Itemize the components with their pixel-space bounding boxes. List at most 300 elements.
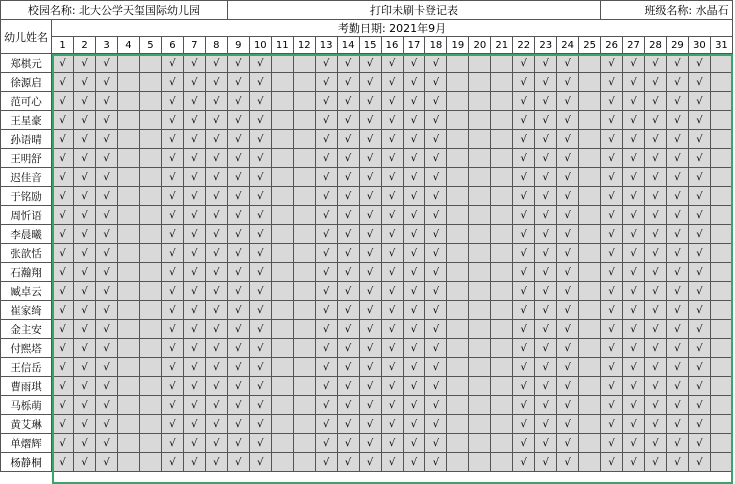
attendance-check-cell[interactable]: √ bbox=[645, 54, 667, 73]
attendance-check-cell[interactable]: √ bbox=[557, 111, 579, 130]
attendance-check-cell[interactable]: √ bbox=[601, 73, 623, 92]
child-name[interactable]: 曹雨琪 bbox=[1, 377, 52, 396]
attendance-check-cell[interactable]: √ bbox=[74, 149, 96, 168]
day-header-24[interactable]: 24 bbox=[557, 37, 579, 54]
attendance-check-cell[interactable]: √ bbox=[601, 282, 623, 301]
attendance-check-cell[interactable]: √ bbox=[535, 225, 557, 244]
attendance-check-cell[interactable]: √ bbox=[74, 396, 96, 415]
attendance-check-cell[interactable]: √ bbox=[557, 187, 579, 206]
attendance-check-cell[interactable]: √ bbox=[425, 244, 447, 263]
attendance-check-cell[interactable]: √ bbox=[161, 263, 183, 282]
day-header-12[interactable]: 12 bbox=[293, 37, 315, 54]
attendance-check-cell[interactable]: √ bbox=[249, 187, 271, 206]
attendance-empty-cell[interactable] bbox=[447, 225, 469, 244]
attendance-empty-cell[interactable] bbox=[271, 377, 293, 396]
attendance-check-cell[interactable]: √ bbox=[249, 339, 271, 358]
attendance-check-cell[interactable]: √ bbox=[74, 263, 96, 282]
attendance-check-cell[interactable]: √ bbox=[666, 358, 688, 377]
attendance-check-cell[interactable]: √ bbox=[645, 415, 667, 434]
attendance-check-cell[interactable]: √ bbox=[337, 415, 359, 434]
attendance-empty-cell[interactable] bbox=[710, 244, 732, 263]
attendance-check-cell[interactable]: √ bbox=[601, 111, 623, 130]
attendance-check-cell[interactable]: √ bbox=[249, 415, 271, 434]
child-name[interactable]: 迟佳音 bbox=[1, 168, 52, 187]
attendance-check-cell[interactable]: √ bbox=[623, 377, 645, 396]
attendance-empty-cell[interactable] bbox=[710, 282, 732, 301]
attendance-check-cell[interactable]: √ bbox=[337, 225, 359, 244]
attendance-empty-cell[interactable] bbox=[469, 377, 491, 396]
attendance-check-cell[interactable]: √ bbox=[557, 282, 579, 301]
attendance-empty-cell[interactable] bbox=[139, 168, 161, 187]
attendance-check-cell[interactable]: √ bbox=[403, 130, 425, 149]
attendance-check-cell[interactable]: √ bbox=[183, 377, 205, 396]
attendance-check-cell[interactable]: √ bbox=[601, 358, 623, 377]
attendance-check-cell[interactable]: √ bbox=[623, 282, 645, 301]
attendance-check-cell[interactable]: √ bbox=[425, 73, 447, 92]
child-name[interactable]: 李晨曦 bbox=[1, 225, 52, 244]
attendance-check-cell[interactable]: √ bbox=[183, 263, 205, 282]
attendance-check-cell[interactable]: √ bbox=[205, 73, 227, 92]
attendance-check-cell[interactable]: √ bbox=[359, 225, 381, 244]
class-cell[interactable] bbox=[601, 1, 733, 20]
attendance-check-cell[interactable]: √ bbox=[623, 301, 645, 320]
attendance-check-cell[interactable]: √ bbox=[381, 282, 403, 301]
attendance-empty-cell[interactable] bbox=[139, 434, 161, 453]
attendance-check-cell[interactable]: √ bbox=[205, 434, 227, 453]
day-header-7[interactable]: 7 bbox=[183, 37, 205, 54]
attendance-empty-cell[interactable] bbox=[271, 301, 293, 320]
attendance-check-cell[interactable]: √ bbox=[359, 130, 381, 149]
attendance-empty-cell[interactable] bbox=[447, 206, 469, 225]
attendance-empty-cell[interactable] bbox=[579, 358, 601, 377]
attendance-check-cell[interactable]: √ bbox=[52, 415, 74, 434]
attendance-check-cell[interactable]: √ bbox=[161, 244, 183, 263]
attendance-check-cell[interactable]: √ bbox=[513, 149, 535, 168]
day-header-3[interactable]: 3 bbox=[96, 37, 118, 54]
attendance-check-cell[interactable]: √ bbox=[161, 434, 183, 453]
attendance-empty-cell[interactable] bbox=[491, 73, 513, 92]
day-header-28[interactable]: 28 bbox=[645, 37, 667, 54]
attendance-empty-cell[interactable] bbox=[491, 301, 513, 320]
attendance-empty-cell[interactable] bbox=[579, 225, 601, 244]
attendance-check-cell[interactable]: √ bbox=[205, 263, 227, 282]
attendance-check-cell[interactable]: √ bbox=[666, 263, 688, 282]
attendance-empty-cell[interactable] bbox=[271, 187, 293, 206]
attendance-check-cell[interactable]: √ bbox=[52, 453, 74, 472]
attendance-check-cell[interactable]: √ bbox=[666, 187, 688, 206]
attendance-check-cell[interactable]: √ bbox=[601, 187, 623, 206]
attendance-check-cell[interactable]: √ bbox=[557, 339, 579, 358]
attendance-check-cell[interactable]: √ bbox=[74, 73, 96, 92]
attendance-check-cell[interactable]: √ bbox=[161, 130, 183, 149]
attendance-empty-cell[interactable] bbox=[469, 54, 491, 73]
attendance-empty-cell[interactable] bbox=[139, 358, 161, 377]
attendance-empty-cell[interactable] bbox=[118, 73, 140, 92]
attendance-check-cell[interactable]: √ bbox=[666, 282, 688, 301]
attendance-empty-cell[interactable] bbox=[491, 187, 513, 206]
attendance-check-cell[interactable]: √ bbox=[359, 168, 381, 187]
attendance-check-cell[interactable]: √ bbox=[183, 396, 205, 415]
attendance-check-cell[interactable]: √ bbox=[513, 130, 535, 149]
attendance-empty-cell[interactable] bbox=[710, 434, 732, 453]
attendance-check-cell[interactable]: √ bbox=[403, 244, 425, 263]
attendance-empty-cell[interactable] bbox=[118, 92, 140, 111]
attendance-empty-cell[interactable] bbox=[469, 111, 491, 130]
day-header-31[interactable]: 31 bbox=[710, 37, 732, 54]
attendance-check-cell[interactable]: √ bbox=[688, 453, 710, 472]
attendance-check-cell[interactable]: √ bbox=[601, 206, 623, 225]
attendance-check-cell[interactable]: √ bbox=[205, 415, 227, 434]
attendance-check-cell[interactable]: √ bbox=[183, 54, 205, 73]
attendance-empty-cell[interactable] bbox=[293, 301, 315, 320]
attendance-empty-cell[interactable] bbox=[118, 415, 140, 434]
attendance-check-cell[interactable]: √ bbox=[205, 130, 227, 149]
attendance-check-cell[interactable]: √ bbox=[513, 434, 535, 453]
attendance-empty-cell[interactable] bbox=[447, 415, 469, 434]
attendance-empty-cell[interactable] bbox=[469, 244, 491, 263]
attendance-check-cell[interactable]: √ bbox=[688, 206, 710, 225]
attendance-check-cell[interactable]: √ bbox=[337, 149, 359, 168]
attendance-check-cell[interactable]: √ bbox=[161, 111, 183, 130]
attendance-empty-cell[interactable] bbox=[491, 339, 513, 358]
attendance-check-cell[interactable]: √ bbox=[315, 92, 337, 111]
attendance-empty-cell[interactable] bbox=[491, 377, 513, 396]
attendance-check-cell[interactable]: √ bbox=[513, 73, 535, 92]
attendance-check-cell[interactable]: √ bbox=[513, 453, 535, 472]
child-name[interactable]: 臧卓云 bbox=[1, 282, 52, 301]
attendance-check-cell[interactable]: √ bbox=[74, 168, 96, 187]
attendance-check-cell[interactable]: √ bbox=[249, 92, 271, 111]
attendance-check-cell[interactable]: √ bbox=[74, 111, 96, 130]
attendance-check-cell[interactable]: √ bbox=[337, 301, 359, 320]
attendance-check-cell[interactable]: √ bbox=[52, 396, 74, 415]
attendance-check-cell[interactable]: √ bbox=[249, 263, 271, 282]
attendance-check-cell[interactable]: √ bbox=[315, 244, 337, 263]
attendance-check-cell[interactable]: √ bbox=[96, 130, 118, 149]
attendance-empty-cell[interactable] bbox=[447, 168, 469, 187]
attendance-empty-cell[interactable] bbox=[271, 92, 293, 111]
attendance-empty-cell[interactable] bbox=[139, 130, 161, 149]
attendance-check-cell[interactable]: √ bbox=[601, 301, 623, 320]
attendance-empty-cell[interactable] bbox=[469, 434, 491, 453]
attendance-check-cell[interactable]: √ bbox=[403, 320, 425, 339]
attendance-empty-cell[interactable] bbox=[447, 73, 469, 92]
attendance-check-cell[interactable]: √ bbox=[74, 339, 96, 358]
attendance-check-cell[interactable]: √ bbox=[645, 187, 667, 206]
attendance-check-cell[interactable]: √ bbox=[425, 453, 447, 472]
attendance-check-cell[interactable]: √ bbox=[403, 187, 425, 206]
attendance-check-cell[interactable]: √ bbox=[74, 434, 96, 453]
attendance-check-cell[interactable]: √ bbox=[74, 415, 96, 434]
attendance-check-cell[interactable]: √ bbox=[381, 434, 403, 453]
attendance-empty-cell[interactable] bbox=[118, 320, 140, 339]
attendance-check-cell[interactable]: √ bbox=[52, 206, 74, 225]
child-name[interactable]: 王信岳 bbox=[1, 358, 52, 377]
attendance-check-cell[interactable]: √ bbox=[425, 396, 447, 415]
attendance-check-cell[interactable]: √ bbox=[601, 453, 623, 472]
attendance-check-cell[interactable]: √ bbox=[52, 263, 74, 282]
attendance-empty-cell[interactable] bbox=[139, 453, 161, 472]
attendance-empty-cell[interactable] bbox=[579, 320, 601, 339]
attendance-empty-cell[interactable] bbox=[579, 149, 601, 168]
attendance-check-cell[interactable]: √ bbox=[535, 206, 557, 225]
attendance-check-cell[interactable]: √ bbox=[535, 396, 557, 415]
attendance-check-cell[interactable]: √ bbox=[74, 282, 96, 301]
attendance-check-cell[interactable]: √ bbox=[359, 396, 381, 415]
child-name[interactable]: 金主安 bbox=[1, 320, 52, 339]
attendance-check-cell[interactable]: √ bbox=[359, 73, 381, 92]
name-column-header[interactable]: 幼儿姓名 bbox=[1, 20, 52, 54]
attendance-check-cell[interactable]: √ bbox=[183, 168, 205, 187]
attendance-check-cell[interactable]: √ bbox=[513, 377, 535, 396]
attendance-check-cell[interactable]: √ bbox=[557, 301, 579, 320]
attendance-check-cell[interactable]: √ bbox=[315, 453, 337, 472]
attendance-check-cell[interactable]: √ bbox=[425, 225, 447, 244]
attendance-check-cell[interactable]: √ bbox=[205, 282, 227, 301]
attendance-empty-cell[interactable] bbox=[139, 54, 161, 73]
attendance-check-cell[interactable]: √ bbox=[96, 377, 118, 396]
attendance-check-cell[interactable]: √ bbox=[249, 130, 271, 149]
attendance-empty-cell[interactable] bbox=[579, 453, 601, 472]
attendance-check-cell[interactable]: √ bbox=[513, 244, 535, 263]
attendance-check-cell[interactable]: √ bbox=[645, 168, 667, 187]
attendance-check-cell[interactable]: √ bbox=[205, 168, 227, 187]
attendance-empty-cell[interactable] bbox=[118, 377, 140, 396]
attendance-check-cell[interactable]: √ bbox=[381, 168, 403, 187]
attendance-check-cell[interactable]: √ bbox=[688, 111, 710, 130]
attendance-check-cell[interactable]: √ bbox=[337, 320, 359, 339]
attendance-empty-cell[interactable] bbox=[710, 263, 732, 282]
attendance-empty-cell[interactable] bbox=[491, 130, 513, 149]
attendance-empty-cell[interactable] bbox=[293, 320, 315, 339]
attendance-empty-cell[interactable] bbox=[139, 320, 161, 339]
attendance-check-cell[interactable]: √ bbox=[535, 54, 557, 73]
attendance-empty-cell[interactable] bbox=[139, 73, 161, 92]
attendance-check-cell[interactable]: √ bbox=[74, 187, 96, 206]
attendance-check-cell[interactable]: √ bbox=[645, 377, 667, 396]
attendance-check-cell[interactable]: √ bbox=[403, 54, 425, 73]
attendance-empty-cell[interactable] bbox=[139, 92, 161, 111]
attendance-check-cell[interactable]: √ bbox=[688, 396, 710, 415]
attendance-check-cell[interactable]: √ bbox=[227, 301, 249, 320]
attendance-empty-cell[interactable] bbox=[491, 263, 513, 282]
attendance-check-cell[interactable]: √ bbox=[161, 168, 183, 187]
attendance-empty-cell[interactable] bbox=[579, 130, 601, 149]
attendance-empty-cell[interactable] bbox=[271, 206, 293, 225]
attendance-check-cell[interactable]: √ bbox=[601, 415, 623, 434]
attendance-check-cell[interactable]: √ bbox=[161, 225, 183, 244]
attendance-empty-cell[interactable] bbox=[139, 415, 161, 434]
attendance-check-cell[interactable]: √ bbox=[557, 225, 579, 244]
attendance-check-cell[interactable]: √ bbox=[52, 225, 74, 244]
attendance-check-cell[interactable]: √ bbox=[645, 244, 667, 263]
attendance-check-cell[interactable]: √ bbox=[381, 111, 403, 130]
attendance-empty-cell[interactable] bbox=[271, 358, 293, 377]
attendance-check-cell[interactable]: √ bbox=[557, 320, 579, 339]
attendance-check-cell[interactable]: √ bbox=[205, 339, 227, 358]
day-header-5[interactable]: 5 bbox=[139, 37, 161, 54]
attendance-check-cell[interactable]: √ bbox=[513, 282, 535, 301]
attendance-check-cell[interactable]: √ bbox=[337, 130, 359, 149]
attendance-check-cell[interactable]: √ bbox=[359, 111, 381, 130]
attendance-empty-cell[interactable] bbox=[293, 54, 315, 73]
attendance-empty-cell[interactable] bbox=[271, 396, 293, 415]
attendance-empty-cell[interactable] bbox=[118, 244, 140, 263]
attendance-empty-cell[interactable] bbox=[579, 73, 601, 92]
attendance-check-cell[interactable]: √ bbox=[315, 320, 337, 339]
attendance-check-cell[interactable]: √ bbox=[315, 358, 337, 377]
attendance-empty-cell[interactable] bbox=[447, 358, 469, 377]
attendance-empty-cell[interactable] bbox=[469, 263, 491, 282]
attendance-empty-cell[interactable] bbox=[293, 396, 315, 415]
attendance-check-cell[interactable]: √ bbox=[425, 320, 447, 339]
attendance-empty-cell[interactable] bbox=[491, 92, 513, 111]
attendance-empty-cell[interactable] bbox=[271, 168, 293, 187]
attendance-check-cell[interactable]: √ bbox=[425, 111, 447, 130]
attendance-check-cell[interactable]: √ bbox=[227, 358, 249, 377]
attendance-empty-cell[interactable] bbox=[293, 263, 315, 282]
attendance-check-cell[interactable]: √ bbox=[513, 263, 535, 282]
attendance-empty-cell[interactable] bbox=[469, 415, 491, 434]
attendance-empty-cell[interactable] bbox=[118, 168, 140, 187]
attendance-empty-cell[interactable] bbox=[447, 282, 469, 301]
attendance-check-cell[interactable]: √ bbox=[688, 225, 710, 244]
attendance-check-cell[interactable]: √ bbox=[161, 320, 183, 339]
sheet-title[interactable]: 打印未刷卡登记表 bbox=[227, 1, 600, 20]
attendance-empty-cell[interactable] bbox=[293, 168, 315, 187]
attendance-check-cell[interactable]: √ bbox=[359, 244, 381, 263]
attendance-check-cell[interactable]: √ bbox=[205, 54, 227, 73]
attendance-check-cell[interactable]: √ bbox=[535, 111, 557, 130]
attendance-empty-cell[interactable] bbox=[469, 187, 491, 206]
attendance-check-cell[interactable]: √ bbox=[425, 415, 447, 434]
attendance-empty-cell[interactable] bbox=[271, 244, 293, 263]
attendance-empty-cell[interactable] bbox=[447, 339, 469, 358]
attendance-check-cell[interactable]: √ bbox=[96, 339, 118, 358]
attendance-check-cell[interactable]: √ bbox=[52, 92, 74, 111]
attendance-check-cell[interactable]: √ bbox=[645, 396, 667, 415]
attendance-empty-cell[interactable] bbox=[710, 130, 732, 149]
attendance-check-cell[interactable]: √ bbox=[688, 73, 710, 92]
attendance-check-cell[interactable]: √ bbox=[535, 301, 557, 320]
attendance-check-cell[interactable]: √ bbox=[249, 149, 271, 168]
attendance-check-cell[interactable]: √ bbox=[96, 73, 118, 92]
attendance-empty-cell[interactable] bbox=[579, 339, 601, 358]
attendance-check-cell[interactable]: √ bbox=[688, 301, 710, 320]
attendance-empty-cell[interactable] bbox=[469, 320, 491, 339]
attendance-check-cell[interactable]: √ bbox=[623, 92, 645, 111]
attendance-check-cell[interactable]: √ bbox=[535, 92, 557, 111]
child-name[interactable]: 范可心 bbox=[1, 92, 52, 111]
attendance-check-cell[interactable]: √ bbox=[688, 54, 710, 73]
attendance-empty-cell[interactable] bbox=[710, 453, 732, 472]
attendance-check-cell[interactable]: √ bbox=[403, 168, 425, 187]
attendance-check-cell[interactable]: √ bbox=[535, 415, 557, 434]
attendance-empty-cell[interactable] bbox=[293, 358, 315, 377]
day-header-30[interactable]: 30 bbox=[688, 37, 710, 54]
attendance-check-cell[interactable]: √ bbox=[52, 320, 74, 339]
attendance-check-cell[interactable]: √ bbox=[74, 301, 96, 320]
attendance-check-cell[interactable]: √ bbox=[666, 396, 688, 415]
attendance-check-cell[interactable]: √ bbox=[227, 377, 249, 396]
day-header-4[interactable]: 4 bbox=[118, 37, 140, 54]
attendance-check-cell[interactable]: √ bbox=[205, 92, 227, 111]
attendance-check-cell[interactable]: √ bbox=[249, 244, 271, 263]
attendance-empty-cell[interactable] bbox=[293, 415, 315, 434]
attendance-empty-cell[interactable] bbox=[710, 377, 732, 396]
attendance-check-cell[interactable]: √ bbox=[74, 225, 96, 244]
attendance-check-cell[interactable]: √ bbox=[623, 339, 645, 358]
attendance-check-cell[interactable]: √ bbox=[601, 263, 623, 282]
attendance-empty-cell[interactable] bbox=[447, 187, 469, 206]
attendance-empty-cell[interactable] bbox=[447, 92, 469, 111]
attendance-check-cell[interactable]: √ bbox=[381, 130, 403, 149]
attendance-check-cell[interactable]: √ bbox=[315, 73, 337, 92]
day-header-9[interactable]: 9 bbox=[227, 37, 249, 54]
attendance-empty-cell[interactable] bbox=[579, 377, 601, 396]
attendance-check-cell[interactable]: √ bbox=[688, 168, 710, 187]
attendance-check-cell[interactable]: √ bbox=[315, 54, 337, 73]
attendance-check-cell[interactable]: √ bbox=[249, 434, 271, 453]
attendance-check-cell[interactable]: √ bbox=[513, 396, 535, 415]
attendance-check-cell[interactable]: √ bbox=[337, 206, 359, 225]
attendance-check-cell[interactable]: √ bbox=[425, 92, 447, 111]
attendance-check-cell[interactable]: √ bbox=[601, 168, 623, 187]
attendance-check-cell[interactable]: √ bbox=[688, 187, 710, 206]
attendance-check-cell[interactable]: √ bbox=[535, 130, 557, 149]
attendance-check-cell[interactable]: √ bbox=[161, 187, 183, 206]
attendance-check-cell[interactable]: √ bbox=[513, 339, 535, 358]
attendance-empty-cell[interactable] bbox=[579, 168, 601, 187]
attendance-check-cell[interactable]: √ bbox=[74, 130, 96, 149]
attendance-check-cell[interactable]: √ bbox=[183, 301, 205, 320]
attendance-check-cell[interactable]: √ bbox=[183, 225, 205, 244]
attendance-check-cell[interactable]: √ bbox=[52, 244, 74, 263]
attendance-check-cell[interactable]: √ bbox=[227, 149, 249, 168]
attendance-check-cell[interactable]: √ bbox=[381, 453, 403, 472]
attendance-check-cell[interactable]: √ bbox=[666, 301, 688, 320]
attendance-empty-cell[interactable] bbox=[293, 225, 315, 244]
attendance-empty-cell[interactable] bbox=[139, 377, 161, 396]
attendance-check-cell[interactable]: √ bbox=[52, 434, 74, 453]
attendance-empty-cell[interactable] bbox=[579, 301, 601, 320]
attendance-empty-cell[interactable] bbox=[271, 415, 293, 434]
attendance-check-cell[interactable]: √ bbox=[74, 206, 96, 225]
attendance-check-cell[interactable]: √ bbox=[645, 282, 667, 301]
attendance-check-cell[interactable]: √ bbox=[205, 396, 227, 415]
attendance-check-cell[interactable]: √ bbox=[227, 434, 249, 453]
attendance-check-cell[interactable]: √ bbox=[205, 453, 227, 472]
attendance-empty-cell[interactable] bbox=[271, 130, 293, 149]
attendance-check-cell[interactable]: √ bbox=[645, 73, 667, 92]
attendance-check-cell[interactable]: √ bbox=[315, 415, 337, 434]
attendance-check-cell[interactable]: √ bbox=[249, 73, 271, 92]
attendance-check-cell[interactable]: √ bbox=[161, 453, 183, 472]
attendance-check-cell[interactable]: √ bbox=[183, 73, 205, 92]
attendance-check-cell[interactable]: √ bbox=[645, 358, 667, 377]
attendance-check-cell[interactable]: √ bbox=[535, 244, 557, 263]
attendance-check-cell[interactable]: √ bbox=[601, 92, 623, 111]
attendance-check-cell[interactable]: √ bbox=[315, 168, 337, 187]
attendance-check-cell[interactable]: √ bbox=[645, 339, 667, 358]
attendance-check-cell[interactable]: √ bbox=[249, 320, 271, 339]
attendance-check-cell[interactable]: √ bbox=[403, 263, 425, 282]
attendance-empty-cell[interactable] bbox=[293, 149, 315, 168]
attendance-empty-cell[interactable] bbox=[271, 282, 293, 301]
attendance-check-cell[interactable]: √ bbox=[359, 339, 381, 358]
attendance-check-cell[interactable]: √ bbox=[315, 130, 337, 149]
attendance-check-cell[interactable]: √ bbox=[96, 206, 118, 225]
